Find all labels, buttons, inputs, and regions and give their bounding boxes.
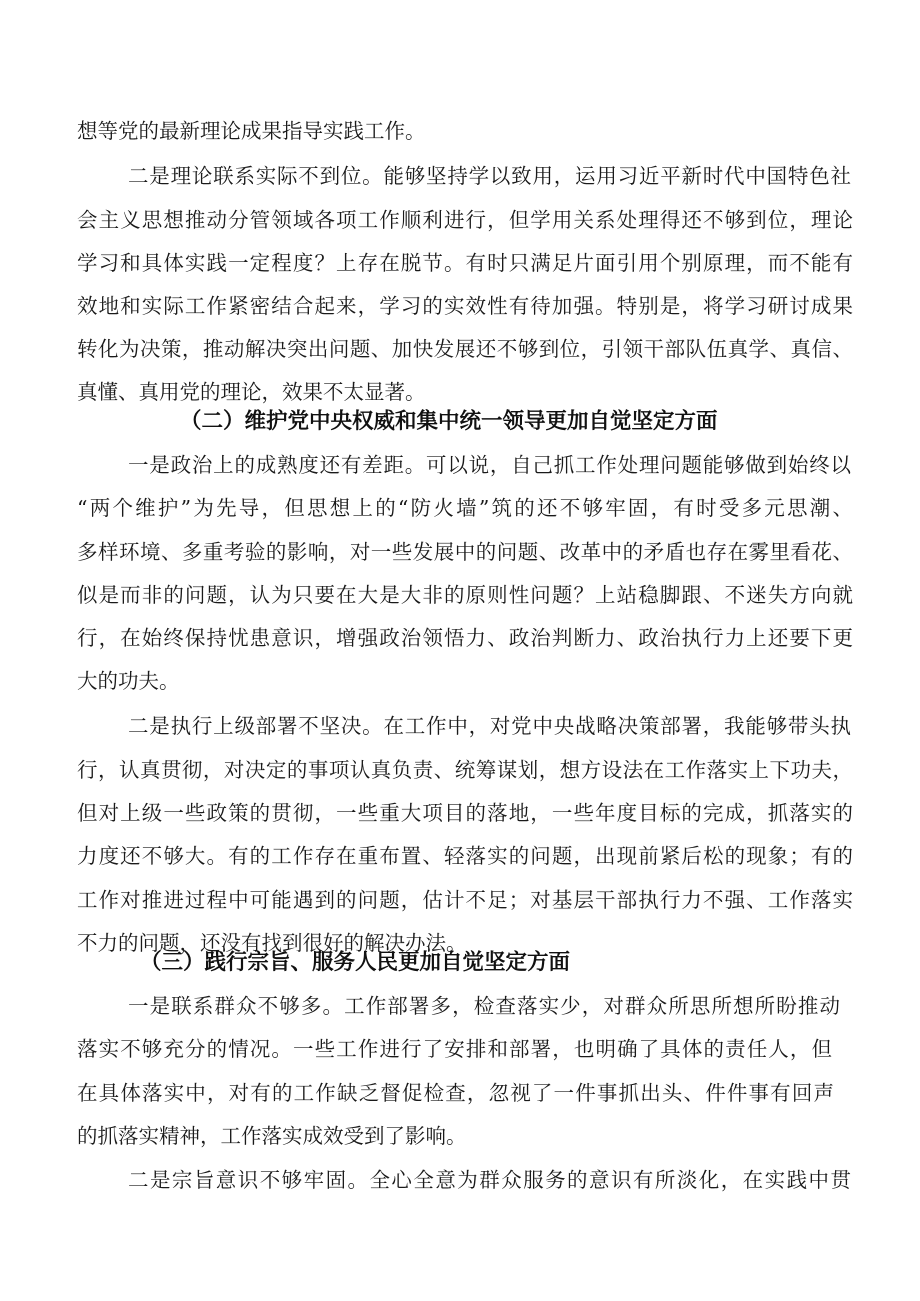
paragraph-line: 大的功夫。: [77, 669, 180, 693]
paragraph-line: 一是联系群众不够多。工作部署多，检查落实少，对群众所思所想所盼推动: [128, 994, 840, 1018]
paragraph-line: 行，在始终保持忧患意识，增强政治领悟力、政治判断力、政治执行力上还要下更: [77, 626, 853, 650]
paragraph-line: 似是而非的问题，认为只要在大是大非的原则性问题？上站稳脚跟、不迷失方向就: [77, 583, 853, 607]
section-heading-3: （三）践行宗旨、服务人民更加自觉坚定方面: [140, 950, 571, 975]
paragraph-line: 但对上级一些政策的贯彻，一些重大项目的落地，一些年度目标的完成，抓落实的: [77, 801, 853, 825]
text-line: 想等党的最新理论成果指导实践工作。: [77, 119, 426, 143]
paragraph-line: 工作对推进过程中可能遇到的问题，估计不足；对基层干部执行力不强、工作落实: [77, 888, 853, 912]
paragraph-line: 力度还不够大。有的工作存在重布置、轻落实的问题，出现前紧后松的现象；有的: [77, 844, 853, 868]
paragraph-line: 一是政治上的成熟度还有差距。可以说，自己抓工作处理问题能够做到始终以: [128, 453, 851, 477]
paragraph-line: 二是宗旨意识不够牢固。全心全意为群众服务的意识有所淡化，在实践中贯: [128, 1168, 851, 1192]
paragraph-line: 行，认真贯彻，对决定的事项认真负责、统筹谋划，想方设法在工作落实上下功夫，: [77, 758, 853, 782]
paragraph-line: 不力的问题，还没有找到很好的解决办法。: [77, 931, 467, 955]
paragraph-line: 会主义思想推动分管领域各项工作顺利进行，但学用关系处理得还不够到位，理论: [77, 208, 853, 232]
paragraph-line: 二是理论联系实际不到位。能够坚持学以致用，运用习近平新时代中国特色社: [128, 164, 851, 188]
paragraph-line: 二是执行上级部署不坚决。在工作中，对党中央战略决策部署，我能够带头执: [128, 714, 851, 738]
paragraph-line: 转化为决策，推动解决突出问题、加快发展还不够到位，引领干部队伍真学、真信、: [77, 337, 853, 361]
paragraph-line: 在具体落实中，对有的工作缺乏督促检查，忽视了一件事抓出头、件件事有回声: [77, 1081, 834, 1105]
paragraph-line: “两个维护”为先导，但思想上的“防火墙”筑的还不够牢固，有时受多元思潮、: [77, 496, 853, 520]
section-heading-2: （二）维护党中央权威和集中统一领导更加自觉坚定方面: [180, 409, 718, 434]
paragraph-line: 真懂、真用党的理论，效果不太显著。: [77, 380, 426, 404]
paragraph-line: 的抓落实精神，工作落实成效受到了影响。: [77, 1124, 467, 1148]
paragraph-line: 落实不够充分的情况。一些工作进行了安排和部署，也明确了具体的责任人，但: [77, 1037, 832, 1061]
paragraph-line: 效地和实际工作紧密结合起来，学习的实效性有待加强。特别是，将学习研讨成果: [77, 294, 853, 318]
paragraph-line: 多样环境、多重考验的影响，对一些发展中的问题、改革中的矛盾也存在雾里看花、: [77, 540, 853, 564]
paragraph-line: 学习和具体实践一定程度？上存在脱节。有时只满足片面引用个别原理，而不能有: [77, 251, 853, 275]
